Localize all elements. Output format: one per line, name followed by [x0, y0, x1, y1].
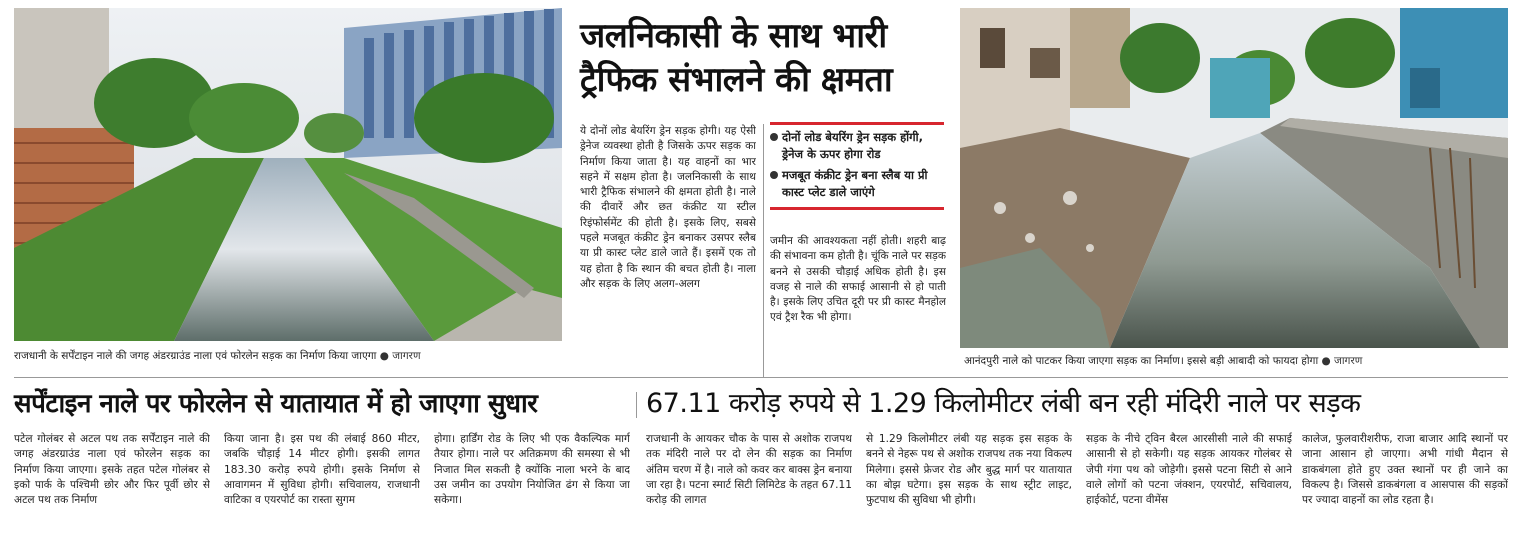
highlight-item [770, 129, 944, 163]
caption-credit: ● जागरण [379, 350, 421, 362]
story-left-column-1: पटेल गोलंबर से अटल पथ तक सर्पेंटाइन नाले की जगह अंडरग्राउंड नाला एवं फोरलेन सड़क का निर्माण किया जाएगा। इसके तहत पटेल गोलंबर से इको पार्क के पश्चिमी छोर और फिर पूर्वी छोर से अटल पथ तक निर्माण [14, 433, 210, 507]
bullet-icon [770, 133, 778, 141]
caption-text: राजधानी के सर्पेंटाइन नाले की जगह अंडरग्राउंड नाला एवं फोरलेन सड़क का निर्माण किया जाएगा [14, 350, 377, 362]
story-left-column-2: किया जाना है। इस पथ की लंबाई 860 मीटर, जबकि चौड़ाई 14 मीटर होगी। इसकी लागत 183.30 करोड़ रुपये होगी। इसके निर्माण से आवागमन में सुविधा होगी। सचिवालय, राजधानी वाटिका व एयरपोर्ट का रास्ता सुगम [224, 433, 420, 507]
center-column-2: जमीन की आवश्यकता नहीं होती। शहरी बाढ़ की संभावना कम होती है। चूंकि नाले पर सड़क बनने से उसकी चौड़ाई अधिक होती है। इस वजह से नाले की सफाई आसानी से हो पाती है। इसके लिए उचित दूरी पर प्री कास्ट मैनहोल एवं ट्रैश रैक भी होगा। [770, 235, 946, 324]
highlight-text: मजबूत कंक्रीट ड्रेन बना स्लैब या प्री कास्ट प्लेट डाले जाएंगे [782, 168, 928, 199]
story-right-headline: 67.11 करोड़ रुपये से 1.29 किलोमीटर लंबी बन रही मंदिरी नाले पर सड़क [646, 388, 1361, 419]
caption-credit: ● जागरण [1321, 355, 1363, 367]
story-right-column-3: सड़क के नीचे ट्विन बैरल आरसीसी नाले की सफाई आसानी से हो सकेगी। यह सड़क आयकर गोलंबर से जेपी गंगा पथ को जोड़ेगी। इससे पटना सिटी से आने वाले लोगों को पटना जंक्शन, एयरपोर्ट, सचिवालय, हाईकोर्ट, पटना वीमेंस [1086, 433, 1292, 507]
center-column-1: ये दोनों लोड बेयरिंग ड्रेन सड़क होगी। यह ऐसी ड्रेनेज व्यवस्था होती है जिसके ऊपर सड़क का निर्माण किया जाता है। यह वाहनों का भार सहने में सक्षम होता है। जलनिकासी के साथ भारी ट्रैफिक संभालने की क्षमता होती है। नाले की दीवारें और छत कंक्रीट या स्टील रिइंफोर्समेंट की होती है। इसके लिए, सबसे पहले मजबूत कंक्रीट ड्रेन बनाकर उसपर स्लैब या प्री कास्ट प्लेट डाले जाते हैं। इसमें एक तो यह होता है कि स्थान की बचत होती है। नाला और सड़क के लिए अलग-अलग [580, 125, 756, 290]
story-left-headline: सर्पेंटाइन नाले पर फोरलेन से यातायात में हो जाएगा सुधार [14, 389, 538, 419]
caption-text: आनंदपुरी नाले को पाटकर किया जाएगा सड़क का निर्माण। इससे बड़ी आबादी को फायदा होगा [964, 355, 1319, 367]
story-left-column-3: होगा। हार्डिंग रोड के लिए भी एक वैकल्पिक मार्ग तैयार होगा। नाले पर अतिक्रमण की समस्या से भी निजात मिल सकती है क्योंकि नाला भरने के बाद उस जमीन का उपयोग नियोजित ढंग से किया जा सकेगा। [434, 433, 630, 507]
photo-anandpuri-drain [960, 8, 1508, 348]
story-right-column-4: कालेज, फुलवारीशरीफ, राजा बाजार आदि स्थानों पर जाना आसान हो जाएगा। अभी गांधी मैदान से डाकबंगला होते हुए उक्त स्थानों पर ही जाने का विकल्प है। जिससे डाकबंगला व आसपास की सड़कों पर ज्यादा वाहनों का लोड रहता है। [1302, 433, 1508, 507]
highlight-rule-bottom [770, 207, 944, 210]
section-divider [14, 377, 1508, 378]
column-divider [763, 124, 764, 378]
photo-serpentine-drain [14, 8, 562, 341]
story-right-column-1: राजधानी के आयकर चौक के पास से अशोक राजपथ तक मंदिरी नाले पर दो लेन की सड़क का निर्माण अंतिम चरण में है। नाले को कवर कर बाक्स ड्रेन बनाया जा रहा है। पटना स्मार्ट सिटी लिमिटेड के तहत 67.11 करोड़ की लागत [646, 433, 852, 507]
highlight-rule-top [770, 122, 944, 125]
bullet-icon [770, 171, 778, 179]
photo-caption-right [964, 354, 1362, 368]
photo-caption-left [14, 349, 421, 363]
center-headline: जलनिकासी के साथ भारी ट्रैफिक संभालने की क्षमता [580, 16, 893, 100]
headline-divider [636, 392, 637, 418]
highlight-box [770, 122, 944, 222]
highlight-text: दोनों लोड बेयरिंग ड्रेन सड़क होंगी, ड्रेनेज के ऊपर होगा रोड [782, 130, 923, 161]
highlight-item [770, 167, 944, 201]
story-right-column-2: से 1.29 किलोमीटर लंबी यह सड़क इस सड़क के बनने से नेहरू पथ से अशोक राजपथ तक नया विकल्प मिलेगा। इससे फ्रेजर रोड और बुद्ध मार्ग पर यातायात का बोझ घटेगा। इस सड़क के साथ स्ट्रीट लाइट, फुटपाथ की सुविधा भी होगी। [866, 433, 1072, 507]
